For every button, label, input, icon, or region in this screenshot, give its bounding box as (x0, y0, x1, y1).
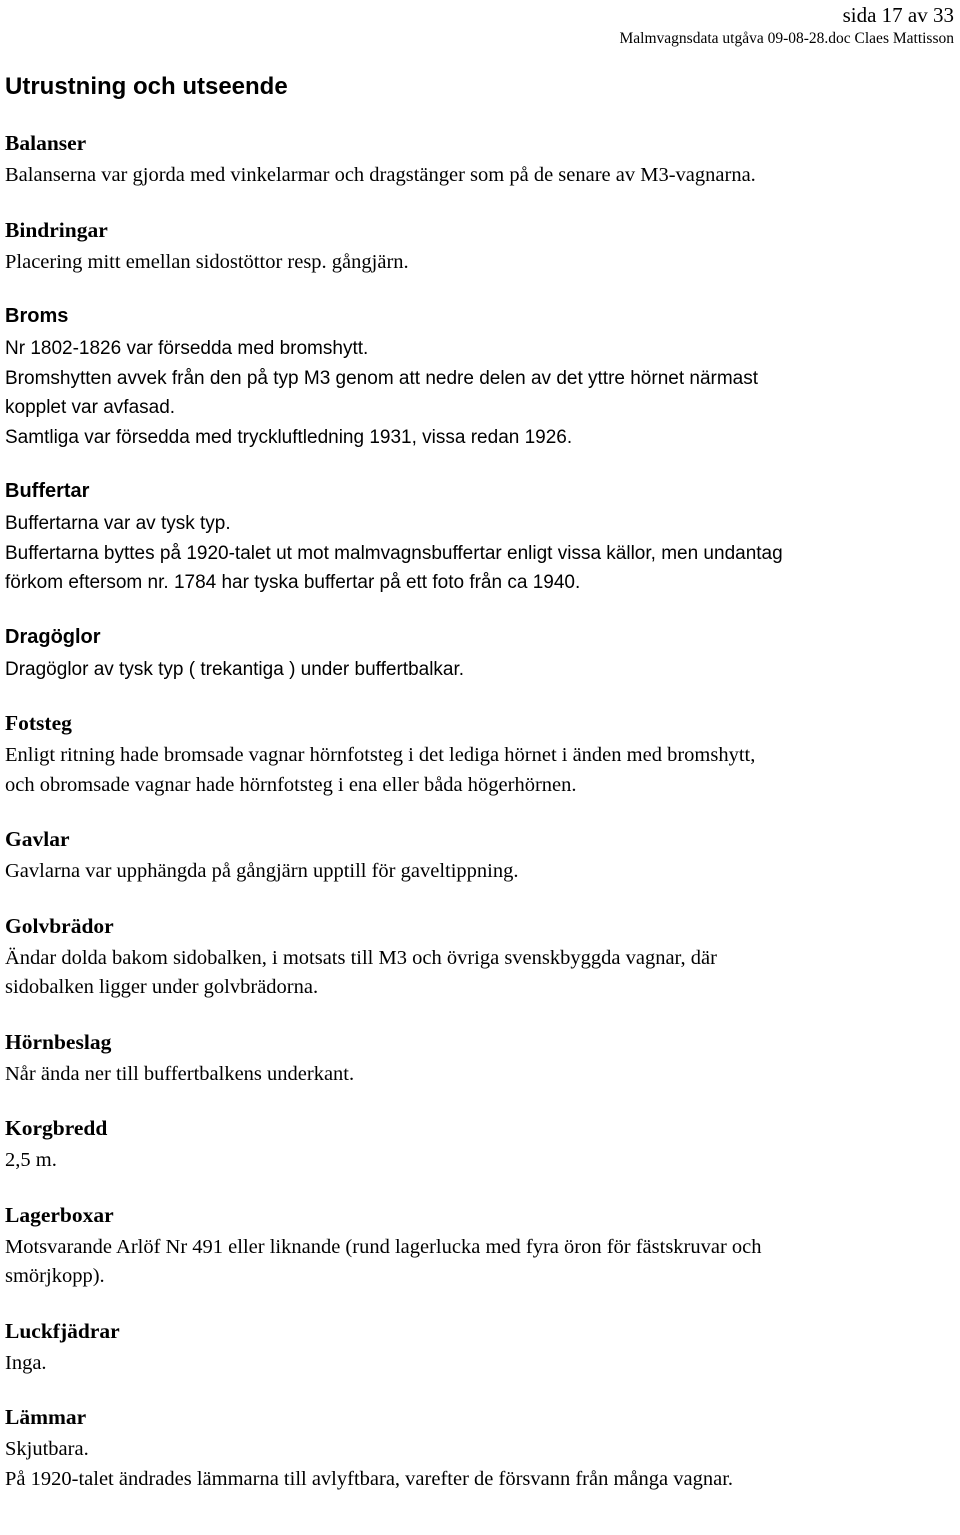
section-heading: Broms (5, 305, 69, 327)
section-korgbredd (5, 1113, 960, 1176)
section-text: förkom eftersom nr. 1784 har tyska buffertar på ett foto från ca 1940. (5, 572, 581, 593)
section-heading: Dragöglor (5, 625, 101, 648)
section-text: smörjkopp). (5, 1265, 105, 1287)
section-text: kopplet var avfasad. (5, 397, 176, 418)
section-text: Buffertarna byttes på 1920-talet ut mot malmvagnsbuffertar enligt vissa källor, men undantag (5, 542, 783, 564)
section-hornbeslag (5, 1027, 960, 1090)
section-fotsteg (5, 708, 960, 800)
section-text: Placering mitt emellan sidostöttor resp. gångjärn. (5, 250, 409, 273)
section-heading: Luckfjädrar (5, 1318, 120, 1343)
section-text: På 1920-talet ändrades lämmarna till avlyftbara, varefter de försvann från många vagnar. (5, 1467, 734, 1490)
section-heading: Fotsteg (5, 711, 72, 735)
section-broms (5, 301, 960, 452)
section-text: Dragöglor av tysk typ ( trekantiga ) under buffertbalkar. (5, 658, 465, 680)
section-text: Ändar dolda bakom sidobalken, i motsats till M3 och övriga svenskbyggda vagnar, där (5, 946, 717, 969)
section-text: Balanserna var gjorda med vinkelarmar och dragstänger som på de senare av M3-vagnarna. (5, 164, 756, 186)
section-heading: Lagerboxar (5, 1202, 114, 1227)
section-heading: Bindringar (5, 217, 108, 242)
document-info: Malmvagnsdata utgåva 09-08-28.doc Claes Mattisson (619, 30, 954, 47)
section-heading: Lämmar (5, 1405, 87, 1429)
section-luckfjadrar (5, 1316, 960, 1379)
section-heading: Balanser (5, 131, 87, 155)
section-text: Gavlarna var upphängda på gångjärn upptill för gaveltippning. (5, 860, 519, 882)
section-text: Skjutbara. (5, 1438, 89, 1460)
document-title: Utrustning och utseende (5, 73, 288, 100)
section-golvbrador (5, 911, 960, 1003)
section-text: Samtliga var försedda med tryckluftledning 1931, vissa redan 1926. (5, 426, 573, 448)
section-dragoglor (5, 622, 960, 685)
section-text: Når ända ner till buffertbalkens underkant. (5, 1062, 355, 1085)
sections-container (5, 128, 960, 1518)
section-text: Buffertarna var av tysk typ. (5, 513, 231, 534)
section-text: Inga. (5, 1351, 47, 1374)
page-header (620, 2, 954, 49)
section-bindringar (5, 215, 960, 278)
section-text: och obromsade vagnar hade hörnfotsteg i ena eller båda högerhörnen. (5, 773, 577, 796)
section-text: Motsvarande Arlöf Nr 491 eller liknande (rund lagerlucka med fyra öron för fästskruvar och (5, 1235, 762, 1258)
section-gavlar (5, 824, 960, 887)
section-lammar (5, 1402, 960, 1494)
section-heading: Korgbredd (5, 1116, 108, 1140)
section-heading: Hörnbeslag (5, 1029, 112, 1054)
section-text: Enligt ritning hade bromsade vagnar hörnfotsteg i det lediga hörnet i änden med bromshytt, (5, 744, 756, 766)
section-text: sidobalken ligger under golvbrädorna. (5, 976, 319, 998)
page-number: sida 17 av 33 (842, 3, 954, 27)
section-heading: Golvbrädor (5, 913, 114, 938)
section-heading: Gavlar (5, 827, 70, 851)
section-heading: Buffertar (5, 480, 90, 502)
section-text: Nr 1802-1826 var försedda med bromshytt. (5, 338, 369, 359)
section-buffertar (5, 476, 960, 598)
section-lagerboxar (5, 1200, 960, 1292)
section-balanser (5, 128, 960, 191)
section-text: 2,5 m. (5, 1149, 57, 1171)
section-text: Bromshytten avvek från den på typ M3 genom att nedre delen av det yttre hörnet närmast (5, 367, 759, 389)
